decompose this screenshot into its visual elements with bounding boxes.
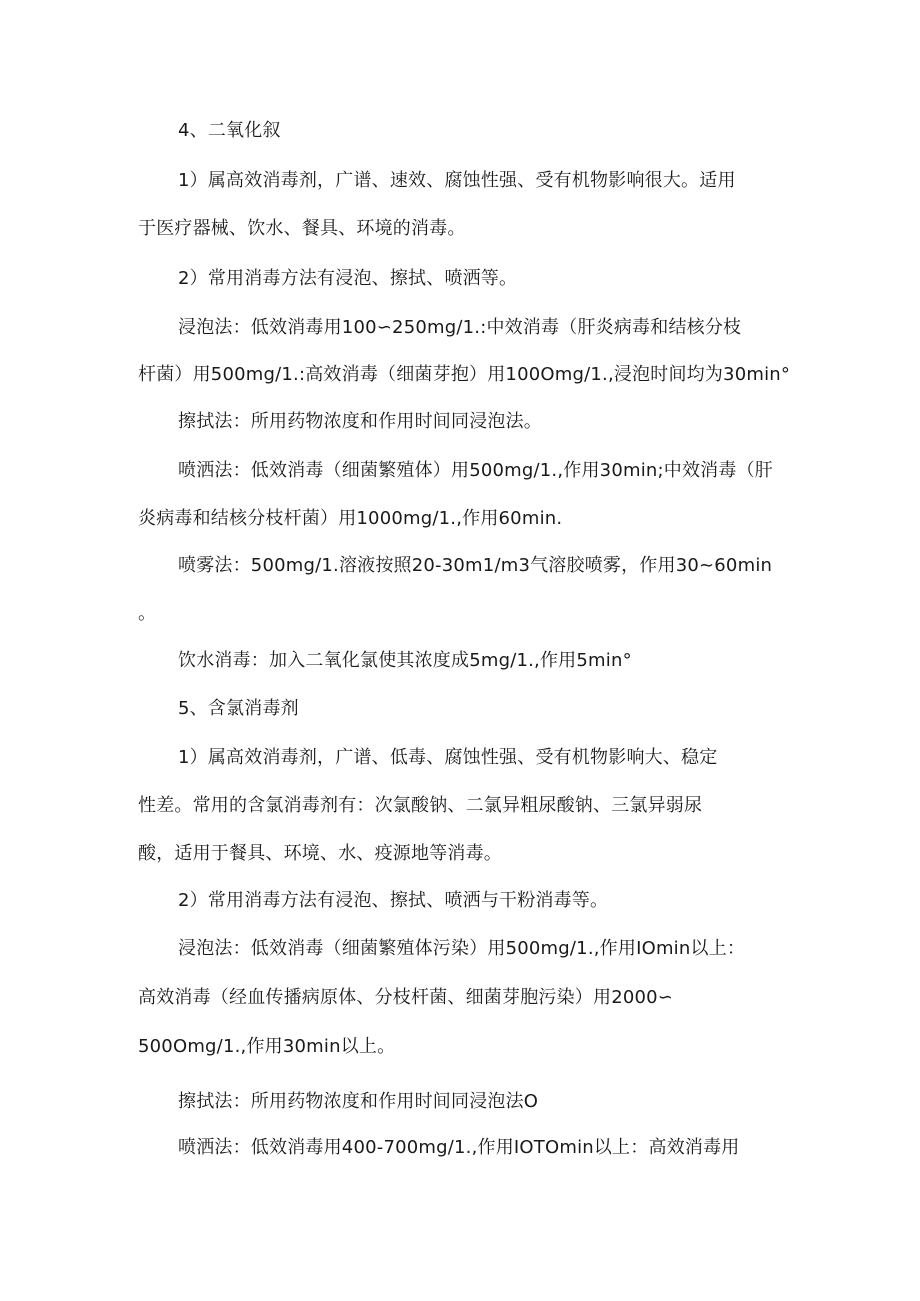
paragraph-line: 2）常用消毒方法有浸泡、擦拭、喷洒等。 xyxy=(178,268,518,289)
paragraph-line: 浸泡法：低效消毒（细菌繁殖体污染）用500mg∕1.,作用IOmin以上： xyxy=(178,938,746,959)
paragraph-line: 喷洒法：低效消毒（细菌繁殖体）用500mg∕1.,作用30min;中效消毒（肝 xyxy=(178,460,773,481)
paragraph-line: 擦拭法：所用药物浓度和作用时间同浸泡法。 xyxy=(178,411,542,432)
paragraph-line: 性差。常用的含氯消毒剂有：次氯酸钠、二氯异粗尿酸钠、三氯异弱尿 xyxy=(138,795,703,816)
paragraph-line: 浸泡法：低效消毒用100∽250mg∕1.:中效消毒（肝炎病毒和结核分枝 xyxy=(178,317,742,338)
paragraph-line: 1）属高效消毒剂，广谱、速效、腐蚀性强、受有机物影响很大。适用 xyxy=(178,170,736,191)
paragraph-line: 炎病毒和结核分枝杆菌）用1000mg∕1.,作用60min. xyxy=(138,508,563,529)
paragraph-line: 500Omg/1.,作用30min以上。 xyxy=(138,1036,396,1057)
paragraph-line: 擦拭法：所用药物浓度和作用时间同浸泡法O xyxy=(178,1091,539,1112)
paragraph-line: 杆菌）用500mg∕1.:高效消毒（细菌芽抱）用100Omg/1.,浸泡时间均为30min° xyxy=(138,364,791,385)
paragraph-line: 喷雾法：500mg∕1.溶液按照20-30m1∕m3气溶胶喷雾，作用30~60min xyxy=(178,555,773,576)
section-heading: 5、含氯消毒剂 xyxy=(178,698,299,719)
section-heading: 4、二氧化叙 xyxy=(178,120,281,141)
paragraph-line: 1）属高效消毒剂，广谱、低毒、腐蚀性强、受有机物影响大、稳定 xyxy=(178,747,718,768)
paragraph-line: 。 xyxy=(138,603,157,624)
paragraph-line: 于医疗器械、饮水、餐具、环境的消毒。 xyxy=(138,218,466,239)
paragraph-line: 喷洒法：低效消毒用400-700mg∕1.,作用IOTOmin以上：高效消毒用 xyxy=(178,1137,740,1158)
paragraph-line: 酸，适用于餐具、环境、水、疫源地等消毒。 xyxy=(138,843,502,864)
paragraph-line: 饮水消毒：加入二氧化氯使其浓度成5mg∕1.,作用5min° xyxy=(178,650,632,671)
paragraph-line: 2）常用消毒方法有浸泡、擦拭、喷洒与干粉消毒等。 xyxy=(178,890,609,911)
paragraph-line: 高效消毒（经血传播病原体、分枝杆菌、细菌芽胞污染）用2000∽ xyxy=(138,987,674,1008)
